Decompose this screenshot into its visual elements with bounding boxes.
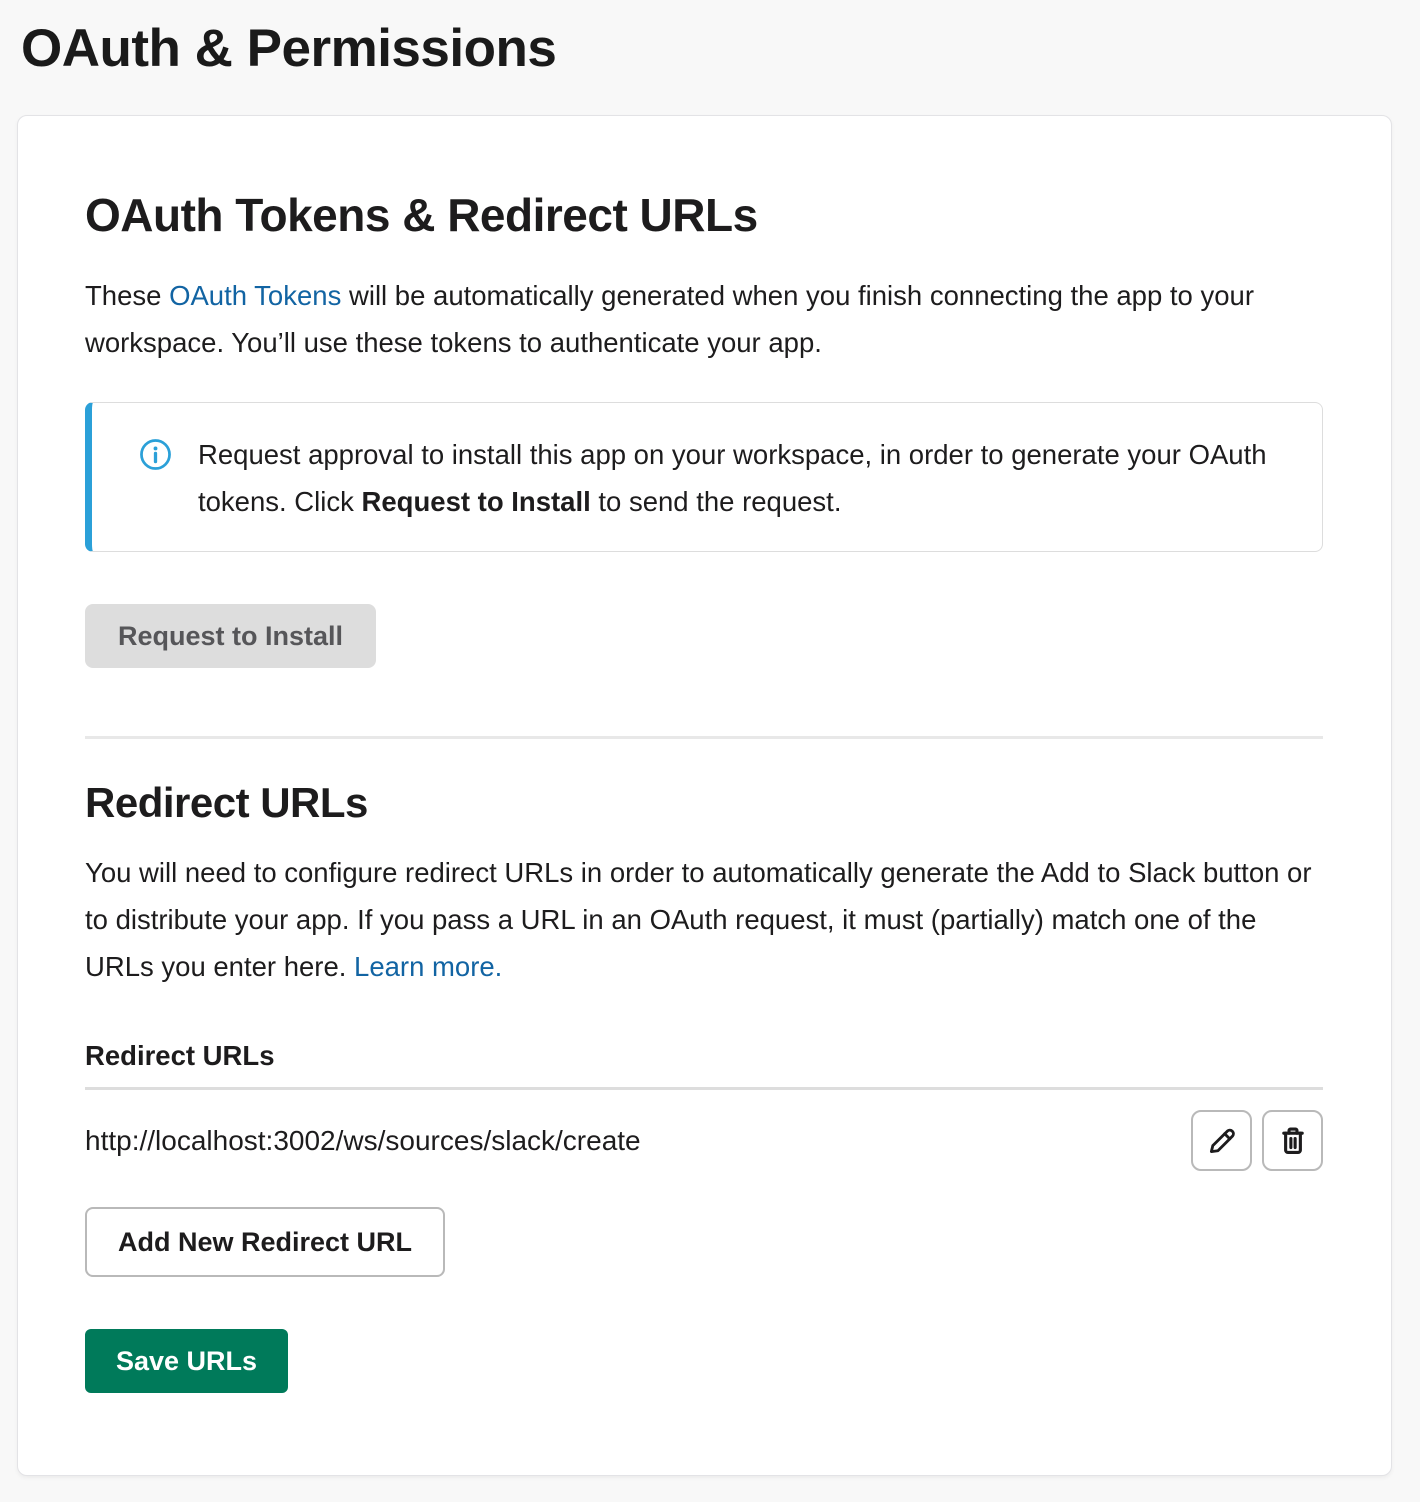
intro-text-after-link: will be automatically generated when you finish connecting the app to your workspace. You’ll use these tokens to authenticate your app. [85, 280, 1254, 358]
alert-bold-text: Request to Install [361, 486, 591, 517]
oauth-intro-paragraph [85, 272, 1323, 366]
save-urls-button[interactable]: Save URLs [85, 1329, 288, 1393]
redirect-description-text: You will need to configure redirect URLs in order to automatically generate the Add to Slack button or to distribute your app. If you pass a URL in an OAuth request, it must (partially) match one of the URLs you enter here. [85, 857, 1312, 982]
intro-text-before-link: These [85, 280, 170, 311]
install-info-alert [85, 402, 1323, 552]
alert-text-after-bold: to send the request. [590, 486, 842, 517]
edit-url-button[interactable] [1191, 1110, 1252, 1171]
delete-url-button[interactable] [1262, 1110, 1323, 1171]
redirect-url-row [85, 1110, 1323, 1171]
request-to-install-button[interactable]: Request to Install [85, 604, 376, 668]
redirect-urls-list-divider [85, 1087, 1323, 1090]
redirect-urls-list-label: Redirect URLs [85, 1040, 275, 1071]
oauth-tokens-heading: OAuth Tokens & Redirect URLs [85, 189, 758, 241]
redirect-url-value: http://localhost:3002/ws/sources/slack/create [85, 1124, 641, 1156]
redirect-urls-heading: Redirect URLs [85, 779, 368, 826]
install-alert-text [198, 431, 1282, 525]
trash-icon [1276, 1124, 1310, 1158]
learn-more-link[interactable]: Learn more. [354, 951, 503, 982]
oauth-tokens-link[interactable]: OAuth Tokens [169, 280, 342, 311]
pencil-icon [1205, 1124, 1239, 1158]
info-icon [139, 438, 172, 471]
alert-text-before-bold: Request approval to install this app on your workspace, in order to generate your OAuth tokens. Click [198, 439, 1267, 517]
oauth-settings-card [17, 115, 1392, 1476]
save-row [85, 1329, 1323, 1393]
redirect-url-actions [1191, 1110, 1323, 1171]
add-redirect-url-button[interactable]: Add New Redirect URL [85, 1207, 445, 1277]
section-divider [85, 736, 1323, 739]
page-title: OAuth & Permissions [21, 19, 557, 78]
redirect-urls-description [85, 849, 1323, 990]
